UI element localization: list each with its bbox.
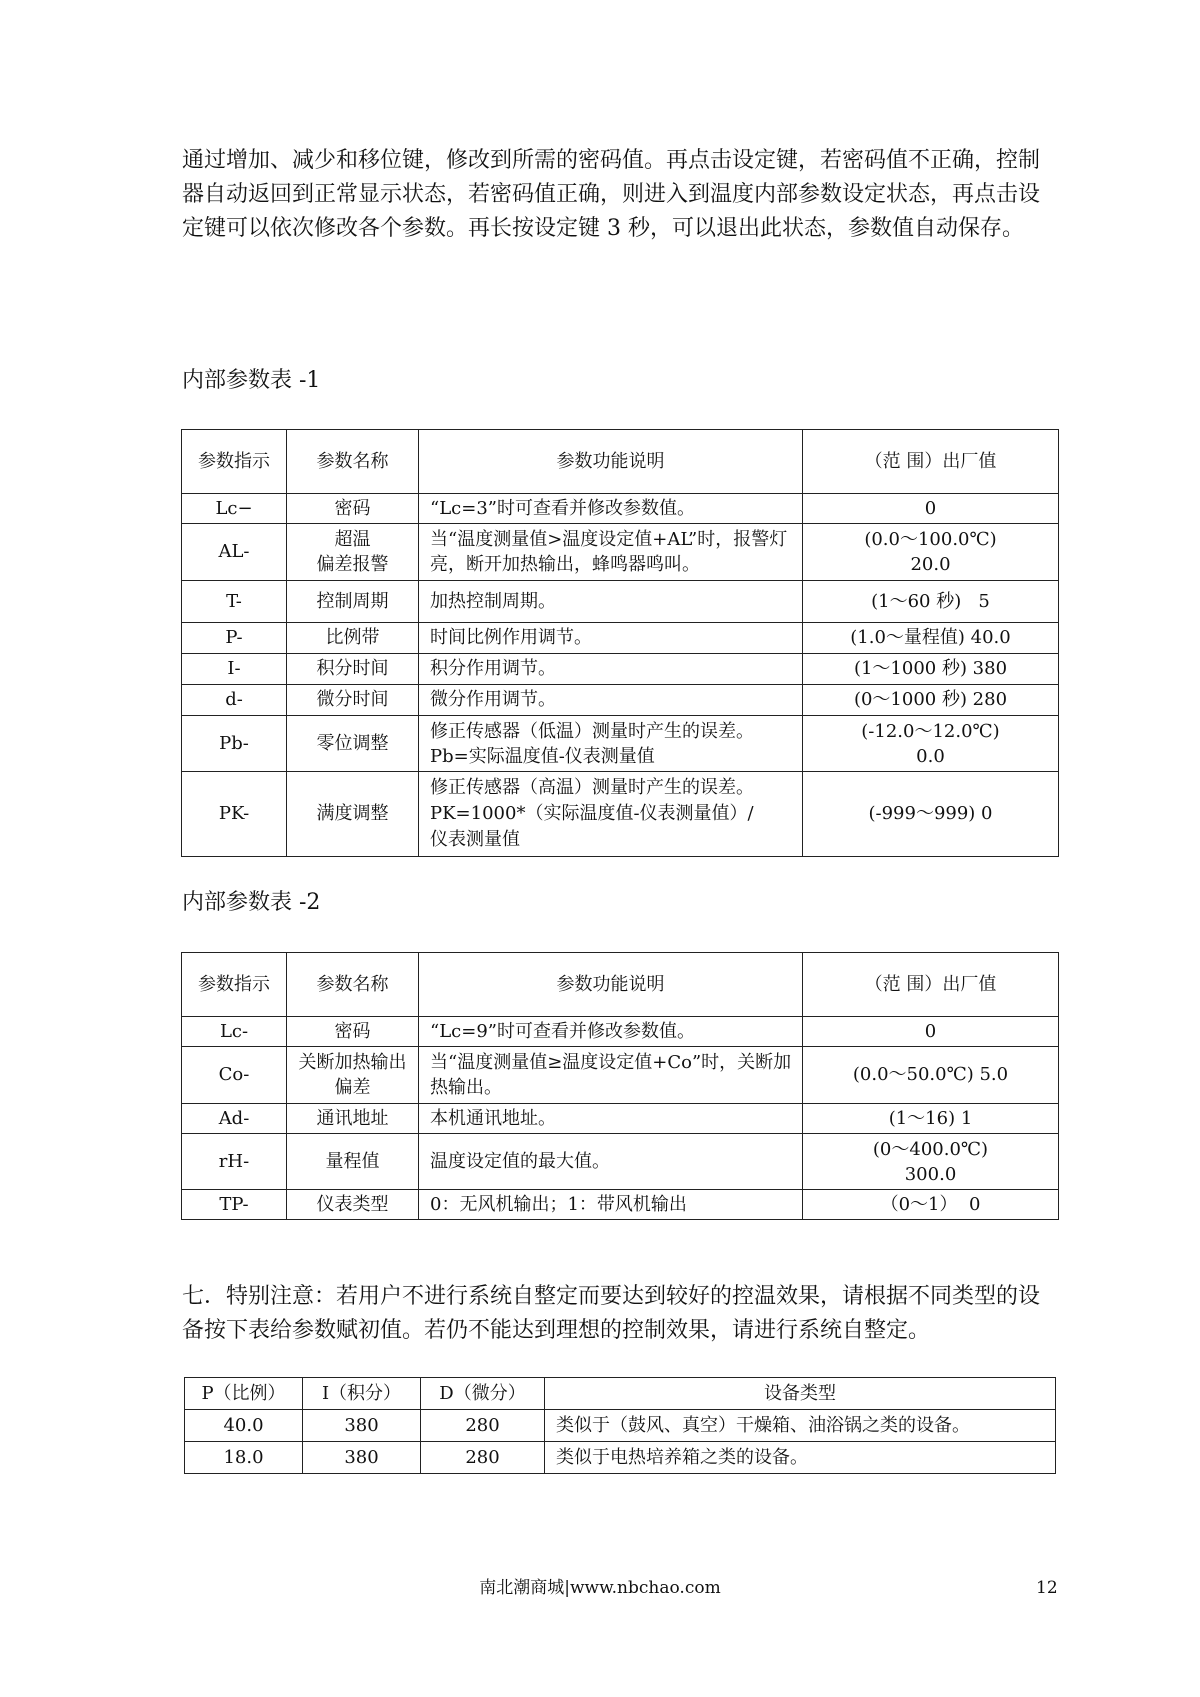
footer-site: 南北潮商城|www.nbchao.com	[479, 1578, 721, 1598]
table-row	[182, 1017, 1059, 1047]
param-range: (1～16) 1	[803, 1104, 1059, 1134]
param-name: 比例带	[287, 623, 419, 654]
param-code: Co-	[182, 1047, 287, 1104]
intro-paragraph: 通过增加、减少和移位键，修改到所需的密码值。再点击设定键，若密码值不正确，控制器自动返回到正常显示状态，若密码值正确，则进入到温度内部参数设定状态，再点击设定键可以依次修改各个参数。再长按设定键 3 秒，可以退出此状态，参数值自动保存。	[182, 148, 1041, 241]
d-value: 280	[421, 1442, 545, 1474]
table-row	[182, 1104, 1059, 1134]
param-name: 控制周期	[287, 581, 419, 623]
table1-header-row	[182, 430, 1059, 494]
param-code: Lc-	[182, 1017, 287, 1047]
param-desc: 加热控制周期。	[419, 581, 803, 623]
table2-header-range: （范 围）出厂值	[803, 953, 1059, 1017]
parameter-table-1	[181, 429, 1059, 857]
table-row	[182, 524, 1059, 581]
special-note: 七．特别注意：若用户不进行系统自整定而要达到较好的控温效果，请根据不同类型的设备按下表给参数赋初值。若仍不能达到理想的控制效果，请进行系统自整定。	[182, 1284, 1041, 1343]
param-code: P-	[182, 623, 287, 654]
table-row	[182, 685, 1059, 716]
device-type: 类似于电热培养箱之类的设备。	[545, 1442, 1056, 1474]
table2-header-name: 参数名称	[287, 953, 419, 1017]
i-value: 380	[303, 1410, 421, 1442]
param-desc: 当“温度测量值>温度设定值+AL”时，报警灯亮，断开加热输出，蜂鸣器鸣叫。	[419, 524, 803, 581]
parameter-table-2	[181, 952, 1059, 1220]
p-value: 40.0	[185, 1410, 303, 1442]
param-name: 仪表类型	[287, 1190, 419, 1220]
table1-header-name: 参数名称	[287, 430, 419, 494]
param-name: 零位调整	[287, 716, 419, 772]
param-name: 积分时间	[287, 654, 419, 685]
param-desc: 0：无风机输出；1：带风机输出	[419, 1190, 803, 1220]
table3-header-d: D（微分）	[421, 1378, 545, 1410]
param-code: TP-	[182, 1190, 287, 1220]
param-range: (1～60 秒) 5	[803, 581, 1059, 623]
table3-header-p: P（比例）	[185, 1378, 303, 1410]
table3-header-type: 设备类型	[545, 1378, 1056, 1410]
param-code: rH-	[182, 1134, 287, 1190]
p-value: 18.0	[185, 1442, 303, 1474]
param-code: T-	[182, 581, 287, 623]
table3-header-row	[185, 1378, 1056, 1410]
param-range: （0～1） 0	[803, 1190, 1059, 1220]
table2-caption: 内部参数表 -2	[182, 890, 321, 915]
param-name: 密码	[287, 1017, 419, 1047]
param-desc: 修正传感器（高温）测量时产生的误差。 PK=1000*（实际温度值-仪表测量值）/ 仪表测量值	[419, 772, 803, 857]
param-range: 0	[803, 1017, 1059, 1047]
param-desc: 温度设定值的最大值。	[419, 1134, 803, 1190]
param-code: Pb-	[182, 716, 287, 772]
table1-caption: 内部参数表 -1	[182, 368, 321, 393]
table3-header-i: I（积分）	[303, 1378, 421, 1410]
param-range: (1～1000 秒) 380	[803, 654, 1059, 685]
param-code: Ad-	[182, 1104, 287, 1134]
param-name: 密码	[287, 494, 419, 524]
table-row	[182, 1190, 1059, 1220]
param-desc: 修正传感器（低温）测量时产生的误差。 Pb=实际温度值-仪表测量值	[419, 716, 803, 772]
table-row	[182, 772, 1059, 857]
table-row	[185, 1442, 1056, 1474]
table-row	[185, 1410, 1056, 1442]
param-name: 满度调整	[287, 772, 419, 857]
param-code: AL-	[182, 524, 287, 581]
table-row	[182, 623, 1059, 654]
param-desc: 时间比例作用调节。	[419, 623, 803, 654]
param-desc: 积分作用调节。	[419, 654, 803, 685]
param-code: PK-	[182, 772, 287, 857]
param-code: I-	[182, 654, 287, 685]
d-value: 280	[421, 1410, 545, 1442]
table2-header-code: 参数指示	[182, 953, 287, 1017]
param-range: 0	[803, 494, 1059, 524]
param-range: (-999～999) 0	[803, 772, 1059, 857]
initial-values-table	[184, 1377, 1056, 1474]
page-number: 12	[1036, 1578, 1058, 1598]
param-range: (0.0～100.0℃) 20.0	[803, 524, 1059, 581]
table-row	[182, 1047, 1059, 1104]
param-range: (0～400.0℃) 300.0	[803, 1134, 1059, 1190]
table-row	[182, 581, 1059, 623]
table1-header-desc: 参数功能说明	[419, 430, 803, 494]
param-name: 通讯地址	[287, 1104, 419, 1134]
param-desc: “Lc=3”时可查看并修改参数值。	[419, 494, 803, 524]
param-desc: 微分作用调节。	[419, 685, 803, 716]
param-desc: 本机通讯地址。	[419, 1104, 803, 1134]
param-code: d-	[182, 685, 287, 716]
table-row	[182, 494, 1059, 524]
device-type: 类似于（鼓风、真空）干燥箱、油浴锅之类的设备。	[545, 1410, 1056, 1442]
table2-header-desc: 参数功能说明	[419, 953, 803, 1017]
param-desc: 当“温度测量值≥温度设定值+Co”时，关断加热输出。	[419, 1047, 803, 1104]
param-range: (1.0～量程值) 40.0	[803, 623, 1059, 654]
table-row	[182, 654, 1059, 685]
param-range: (-12.0～12.0℃) 0.0	[803, 716, 1059, 772]
param-name: 超温 偏差报警	[287, 524, 419, 581]
param-name: 微分时间	[287, 685, 419, 716]
table-row	[182, 716, 1059, 772]
param-name: 关断加热输出偏差	[287, 1047, 419, 1104]
i-value: 380	[303, 1442, 421, 1474]
table-row	[182, 1134, 1059, 1190]
table1-header-code: 参数指示	[182, 430, 287, 494]
param-desc: “Lc=9”时可查看并修改参数值。	[419, 1017, 803, 1047]
table1-header-range: （范 围）出厂值	[803, 430, 1059, 494]
table2-header-row	[182, 953, 1059, 1017]
param-code: Lc−	[182, 494, 287, 524]
param-range: (0.0～50.0℃) 5.0	[803, 1047, 1059, 1104]
param-range: (0～1000 秒) 280	[803, 685, 1059, 716]
param-name: 量程值	[287, 1134, 419, 1190]
